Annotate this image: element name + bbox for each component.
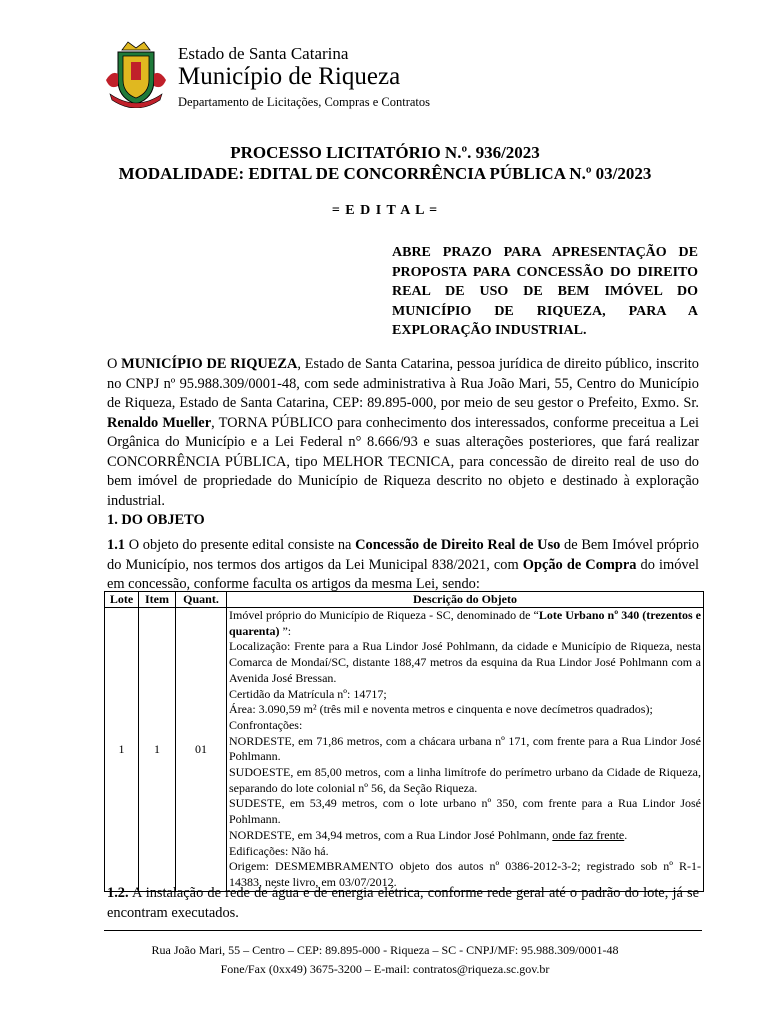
desc-area: Área: 3.090,59 m² (três mil e noventa metros e cinquenta e nove decímetros quadrados); [229,702,653,717]
header-state: Estado de Santa Catarina [178,44,349,63]
header-description: Descrição do Objeto [227,592,704,608]
desc-boundary-northeast-front: NORDESTE, em 34,94 metros, com a Rua Lindor José Pohlmann, onde faz frente. [229,827,628,842]
desc-origin: Origem: DESMEMBRAMENTO objeto dos autos nº 0386-2012-3-2; registrado sob nº R-1-14383, neste livro, em 03/07/2012. [229,859,701,889]
header-department: Departamento de Licitações, Compras e Contratos [178,95,431,109]
cell-lote: 1 [105,608,139,892]
header-lote: Lote [105,592,139,608]
header-municipality: Município de Riqueza [178,63,401,90]
section-1-2-paragraph: 1.2. A instalação de rede de água e de energia elétrica, conforme rede geral até o padrão do lote, já se encontram executados. [107,885,699,921]
modality-title: MODALIDADE: EDITAL DE CONCORRÊNCIA PÚBLICA N.º 03/2023 [118,164,652,183]
desc-buildings: Edificações: Não há. [229,843,329,858]
cell-description [227,608,704,892]
desc-intro: Imóvel próprio do Município de Riqueza - SC, denominado de “Lote Urbano nº 340 (trezentos e quarenta) ”: [229,608,702,638]
section-1-1-paragraph: 1.1 O objeto do presente edital consiste na Concessão de Direito Real de Uso de Bem Imóvel próprio do Município, nos termos dos artigos da Lei Municipal 838/2021, com Opção de Compra do imóvel em concessão, conforme faculta os artigos da mesma Lei, sendo: [107,537,700,592]
header-quant: Quant. [176,592,227,608]
mayor-name: Renaldo Mueller [107,414,212,431]
footer-address: Rua João Mari, 55 – Centro – CEP: 89.895-000 - Riqueza – SC - CNPJ/MF: 95.988.309/0001-48 [151,943,619,957]
desc-location: Localização: Frente para a Rua Lindor José Pohlmann, da cidade e Município de Riqueza, nesta Comarca de Mondaí/SC, distante 188,47 metros da esquina da Rua Lindor José Pohlmann com a Avenida José Bressan. [229,639,701,685]
header-item: Item [139,592,176,608]
process-title: PROCESSO LICITATÓRIO N.º. 936/2023 [230,143,540,162]
desc-registry: Certidão da Matrícula nº: 14717; [229,686,387,701]
table-header-row [105,592,704,608]
cell-item: 1 [139,608,176,892]
edital-label: = E D I T A L = [331,203,439,218]
edital-summary: ABRE PRAZO PARA APRESENTAÇÃO DE PROPOSTA PARA CONCESSÃO DO DIREITO REAL DE USO DE BEM IMÓVEL DO MUNICÍPIO DE RIQUEZA, PARA A EXPLORAÇÃO INDUSTRIAL. [392,245,698,338]
section-heading: 1. DO OBJETO [107,512,205,528]
letterhead [104,40,704,112]
desc-boundary-southwest: SUDOESTE, em 85,00 metros, com a linha limítrofe do perímetro urbano da Cidade de Riqueza, separando do lote colonial nº 56, da Seção Riqueza. [229,765,701,795]
desc-boundary-northeast: NORDESTE, em 71,86 metros, com a chácara urbana nº 171, com frente para a Rua Lindor José Pohlmann. [229,733,701,764]
footer-contact: Fone/Fax (0xx49) 3675-3200 – E-mail: contratos@riqueza.sc.gov.br [220,962,550,976]
table-row [105,608,704,892]
footer-divider [104,930,702,931]
desc-boundary-southeast: SUDESTE, em 53,49 metros, com o lote urbano nº 350, com frente para a Rua Lindor José Pohlmann. [229,796,701,827]
municipality-name: MUNICÍPIO DE RIQUEZA [121,356,298,372]
cell-quant: 01 [176,608,227,892]
coat-of-arms-icon [104,40,168,108]
desc-boundaries-label: Confrontações: [229,717,303,732]
intro-paragraph: O MUNICÍPIO DE RIQUEZA, Estado de Santa Catarina, pessoa jurídica de direito público, inscrito no CNPJ nº 95.988.309/0001-48, com sede administrativa à Rua João Mari, 55, Centro do Município de Riqueza, Estado de Santa Catarina, CEP: 89.895-000, por meio de seu gestor o Prefeito, Exmo. Sr. Renaldo Mueller, TORNA PÚBLICO para conhecimento dos interessados, conforme preceitua a Lei Orgânica do Município e a Lei Federal n° 8.666/93 e suas alterações posteriores, que fará realizar CONCORRÊNCIA PÚBLICA, tipo MELHOR TECNICA, para concessão de direito real de uso do bem imóvel de propriedade do Município de Riqueza descrito no objeto e destinado à exploração industrial. [107,356,699,509]
object-table [104,591,704,892]
